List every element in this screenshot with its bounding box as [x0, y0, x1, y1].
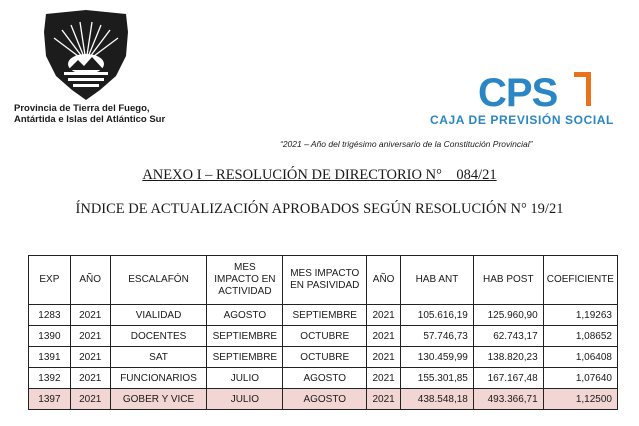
annex-title: ANEXO I – RESOLUCIÓN DE DIRECTORIO N° 084/21 [142, 167, 497, 183]
cell-year-2: 2021 [367, 389, 401, 410]
cell-hab-post: 125.960,90 [473, 305, 543, 326]
cell-coefficient: 1,19263 [543, 305, 617, 326]
cps-logo-icon [476, 68, 606, 114]
cell-month-passivity: AGOSTO [283, 389, 367, 410]
cell-exp: 1390 [29, 326, 71, 347]
cell-month-activity: AGOSTO [207, 305, 283, 326]
cell-exp: 1391 [29, 347, 71, 368]
cell-year: 2021 [70, 368, 110, 389]
cell-hab-post: 167.167,48 [473, 368, 543, 389]
cell-escalafon: DOCENTES [110, 326, 207, 347]
cell-coefficient: 1,08652 [543, 326, 617, 347]
cell-year-2: 2021 [367, 368, 401, 389]
coefficients-table [28, 255, 618, 410]
cell-year: 2021 [70, 347, 110, 368]
table-header-row [29, 256, 618, 305]
table-row-highlighted [29, 389, 618, 410]
header-hab-post: HAB POST [473, 256, 543, 305]
cell-escalafon: VIALIDAD [110, 305, 207, 326]
cell-hab-ant: 130.459,99 [401, 347, 474, 368]
letterhead [0, 0, 639, 150]
cell-year-2: 2021 [367, 347, 401, 368]
cell-year-2: 2021 [367, 326, 401, 347]
cps-subtitle: CAJA DE PREVISIÓN SOCIAL [430, 113, 614, 127]
motto: “2021 – Año del trigésimo aniversario de la Constitución Provincial” [280, 139, 533, 149]
cell-year: 2021 [70, 305, 110, 326]
cell-hab-post: 493.366,71 [473, 389, 543, 410]
table-row [29, 326, 618, 347]
cell-hab-post: 138.820,23 [473, 347, 543, 368]
cps-logo-text: CPS [478, 71, 558, 114]
cell-month-activity: JULIO [207, 368, 283, 389]
cell-month-passivity: SEPTIEMBRE [283, 305, 367, 326]
cell-month-passivity: OCTUBRE [283, 347, 367, 368]
cell-hab-post: 62.743,17 [473, 326, 543, 347]
cell-month-activity: SEPTIEMBRE [207, 326, 283, 347]
cell-month-activity: SEPTIEMBRE [207, 347, 283, 368]
cell-year: 2021 [70, 389, 110, 410]
header-hab-ant: HAB ANT [401, 256, 474, 305]
cell-escalafon: GOBER Y VICE [110, 389, 207, 410]
cell-exp: 1283 [29, 305, 71, 326]
cell-coefficient: 1,07640 [543, 368, 617, 389]
cell-coefficient: 1,12500 [543, 389, 617, 410]
province-line-1: Provincia de Tierra del Fuego, [14, 103, 150, 114]
cell-exp: 1392 [29, 368, 71, 389]
province-name [14, 103, 165, 125]
province-line-2: Antártida e Islas del Atlántico Sur [14, 114, 166, 125]
header-month-passivity: MES IMPACTO EN PASIVIDAD [283, 256, 367, 305]
cell-year-2: 2021 [367, 305, 401, 326]
header-month-activity: MES IMPACTO EN ACTIVIDAD [207, 256, 283, 305]
cell-hab-ant: 155.301,85 [401, 368, 474, 389]
cell-month-passivity: OCTUBRE [283, 326, 367, 347]
provincial-emblem-icon [38, 10, 134, 102]
header-exp: EXP [29, 256, 71, 305]
cell-hab-ant: 105.616,19 [401, 305, 474, 326]
header-escalafon: ESCALAFÓN [110, 256, 207, 305]
cell-month-activity: JULIO [207, 389, 283, 410]
index-title: ÍNDICE DE ACTUALIZACIÓN APROBADOS SEGÚN RESOLUCIÓN N° 19/21 [75, 201, 564, 217]
header-coefficient: COEFICIENTE [543, 256, 617, 305]
cell-exp: 1397 [29, 389, 71, 410]
cell-escalafon: FUNCIONARIOS [110, 368, 207, 389]
header-year: AÑO [70, 256, 110, 305]
cell-hab-ant: 438.548,18 [401, 389, 474, 410]
table-row [29, 305, 618, 326]
table-row [29, 368, 618, 389]
cell-coefficient: 1,06408 [543, 347, 617, 368]
table-row [29, 347, 618, 368]
cell-year: 2021 [70, 326, 110, 347]
cell-month-passivity: AGOSTO [283, 368, 367, 389]
header-year-2: AÑO [367, 256, 401, 305]
cell-escalafon: SAT [110, 347, 207, 368]
cell-hab-ant: 57.746,73 [401, 326, 474, 347]
